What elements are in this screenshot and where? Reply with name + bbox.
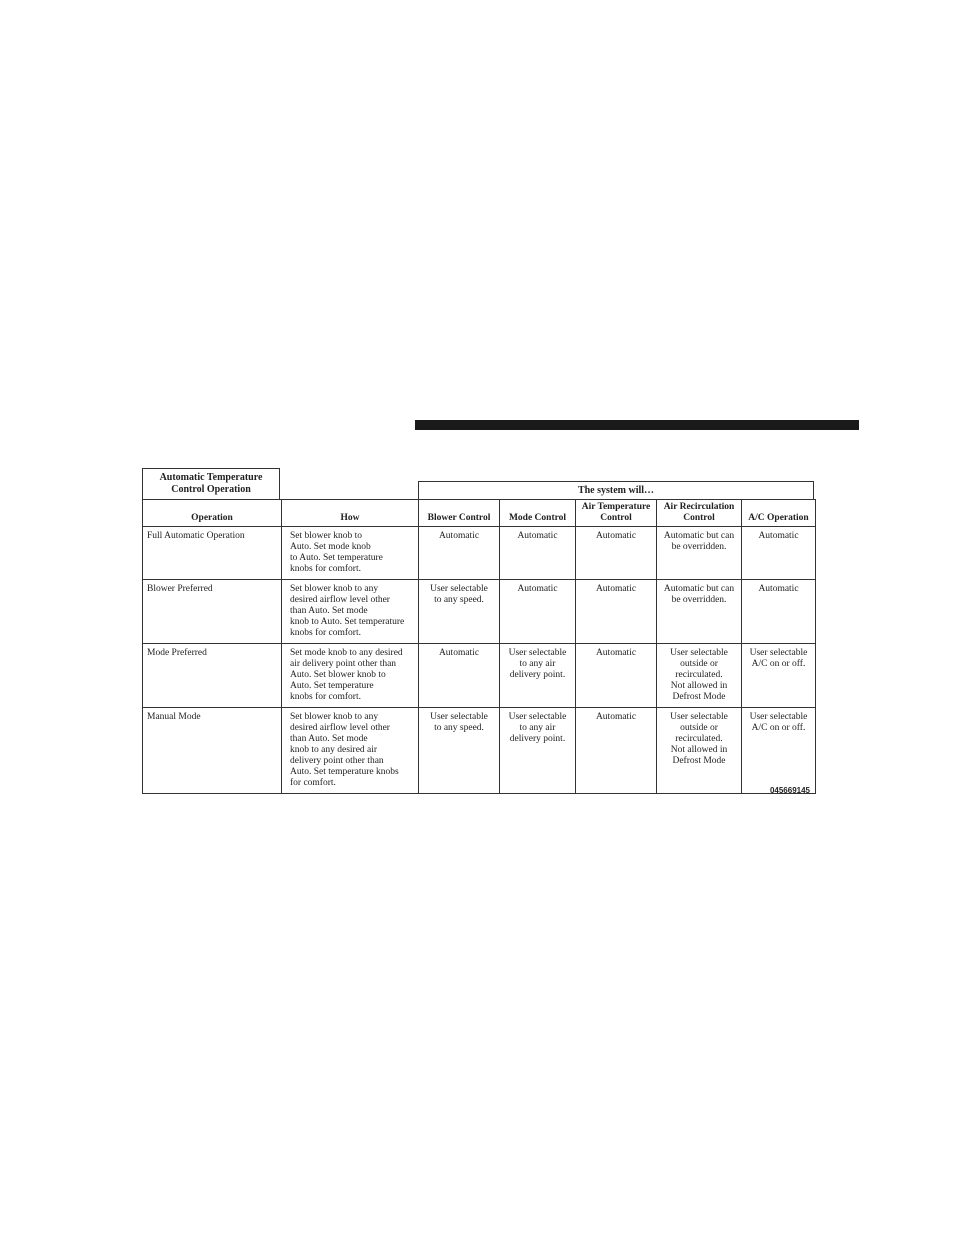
figure-code: 045669145 [769, 786, 810, 795]
cell-text: be overridden. [671, 542, 727, 552]
cell-text: air delivery point other than [290, 659, 397, 669]
ac-operation-cell [742, 527, 816, 580]
header-row [143, 500, 816, 527]
cell-text: Automatic [595, 531, 637, 541]
cell-text: Automatic [517, 584, 558, 594]
cell-text: A/C on or off. [751, 723, 806, 733]
cell-text: User selectable [508, 648, 567, 658]
cell-text: be overridden. [671, 595, 727, 605]
air-recirculation-cell [657, 580, 742, 644]
cell-text: Set blower knob to any [290, 584, 379, 594]
cell-text: delivery point. [509, 670, 566, 680]
blower-control-cell [419, 708, 500, 794]
cell-text: A/C on or off. [751, 659, 806, 669]
ac-operation-header [742, 500, 816, 527]
operation-cell: Manual Mode [143, 708, 282, 794]
mode-control-cell [500, 644, 576, 708]
air-temperature-cell [576, 644, 657, 708]
air-recirculation-cell [657, 527, 742, 580]
cell-text: outside or [680, 659, 718, 669]
cell-text: knob to Auto. Set temperature [290, 617, 405, 627]
how-header [282, 500, 419, 527]
cell-text: Automatic [758, 531, 799, 541]
cell-text: User selectable [670, 712, 728, 722]
cell-text: Automatic [595, 712, 637, 722]
cell-text: to any air [519, 723, 556, 733]
cell-text: Automatic [595, 648, 637, 658]
cell-text: to any air [519, 659, 556, 669]
cell-text: Set blower knob to [290, 531, 363, 541]
cell-text: Auto. Set temperature knobs [290, 767, 399, 777]
cell-text: User selectable [508, 712, 567, 722]
table-row [143, 708, 816, 794]
header-label: A/C Operation [748, 513, 809, 523]
header-label: Air Temperature [581, 502, 651, 512]
operation-header [143, 500, 282, 527]
how-cell [282, 580, 419, 644]
cell-text: to Auto. Set temperature [290, 553, 383, 563]
cell-text: Not allowed in [670, 681, 728, 691]
cell-text: Auto. Set mode knob [290, 542, 371, 552]
cell-text: Automatic [517, 531, 558, 541]
cell-text: outside or [680, 723, 718, 733]
table-title-line: Automatic Temperature [159, 472, 263, 483]
cell-text: desired airflow level other [290, 595, 390, 605]
operation-cell: Full Automatic Operation [143, 527, 282, 580]
cell-text: recirculated. [675, 670, 723, 680]
ac-operation-cell [742, 644, 816, 708]
cell-text: knobs for comfort. [290, 628, 361, 638]
air-temperature-cell [576, 580, 657, 644]
cell-text: delivery point. [509, 734, 566, 744]
header-label: Mode Control [508, 513, 567, 523]
blower-control-cell [419, 580, 500, 644]
header-label: Operation [191, 513, 233, 523]
cell-text: than Auto. Set mode [290, 734, 368, 744]
how-cell [282, 527, 419, 580]
mode-control-cell [500, 580, 576, 644]
cell-text: recirculated. [675, 734, 723, 744]
cell-text: Auto. Set temperature [290, 681, 374, 691]
cell-text: Automatic but can [663, 584, 735, 594]
cell-text: delivery point other than [290, 756, 384, 766]
cell-text: knob to any desired air [290, 745, 378, 755]
table-row [143, 527, 816, 580]
cell-text: Set blower knob to any [290, 712, 379, 722]
ac-operation-cell [742, 708, 816, 794]
how-cell [282, 644, 419, 708]
system-will-header: The system will… [418, 481, 814, 500]
cell-text: User selectable [749, 648, 808, 658]
how-cell [282, 708, 419, 794]
section-rule [415, 420, 859, 430]
cell-text: Not allowed in [670, 745, 728, 755]
operation-cell: Mode Preferred [143, 644, 282, 708]
air-recirculation-cell [657, 644, 742, 708]
mode-control-cell [500, 708, 576, 794]
blower-control-cell [419, 644, 500, 708]
cell-text: Automatic but can [663, 531, 735, 541]
table-row [143, 580, 816, 644]
table-row [143, 644, 816, 708]
cell-text: Defrost Mode [672, 756, 726, 766]
cell-text: User selectable [749, 712, 808, 722]
operation-cell: Blower Preferred [143, 580, 282, 644]
cell-text: User selectable [430, 712, 488, 722]
cell-text: to any speed. [434, 595, 484, 605]
cell-text: to any speed. [434, 723, 484, 733]
cell-text: knobs for comfort. [290, 692, 361, 702]
atc-operation-table [142, 499, 816, 794]
cell-text: User selectable [430, 584, 488, 594]
mode-control-cell [500, 527, 576, 580]
header-label: Air Recirculation [663, 502, 735, 512]
air-recirculation-control-header [657, 500, 742, 527]
air-recirculation-cell [657, 708, 742, 794]
air-temperature-cell [576, 708, 657, 794]
cell-text: knobs for comfort. [290, 564, 361, 574]
cell-text: desired airflow level other [290, 723, 390, 733]
header-label: Blower Control [427, 513, 491, 523]
table-title [142, 468, 280, 499]
ac-operation-cell [742, 580, 816, 644]
mode-control-header [500, 500, 576, 527]
cell-text: Automatic [758, 584, 799, 594]
cell-text: User selectable [670, 648, 728, 658]
cell-text: Auto. Set blower knob to [290, 670, 386, 680]
cell-text: Set mode knob to any desired [290, 648, 403, 658]
cell-text: than Auto. Set mode [290, 606, 368, 616]
cell-text: Automatic [438, 648, 480, 658]
air-temperature-control-header [576, 500, 657, 527]
cell-text: Defrost Mode [672, 692, 726, 702]
cell-text: for comfort. [290, 778, 336, 788]
cell-text: Automatic [595, 584, 637, 594]
air-temperature-cell [576, 527, 657, 580]
header-label: How [340, 513, 360, 523]
blower-control-header [419, 500, 500, 527]
table-title-line: Control Operation [171, 484, 251, 495]
header-label: Control [600, 513, 632, 523]
blower-control-cell [419, 527, 500, 580]
cell-text: Automatic [438, 531, 480, 541]
header-label: Control [683, 513, 715, 523]
